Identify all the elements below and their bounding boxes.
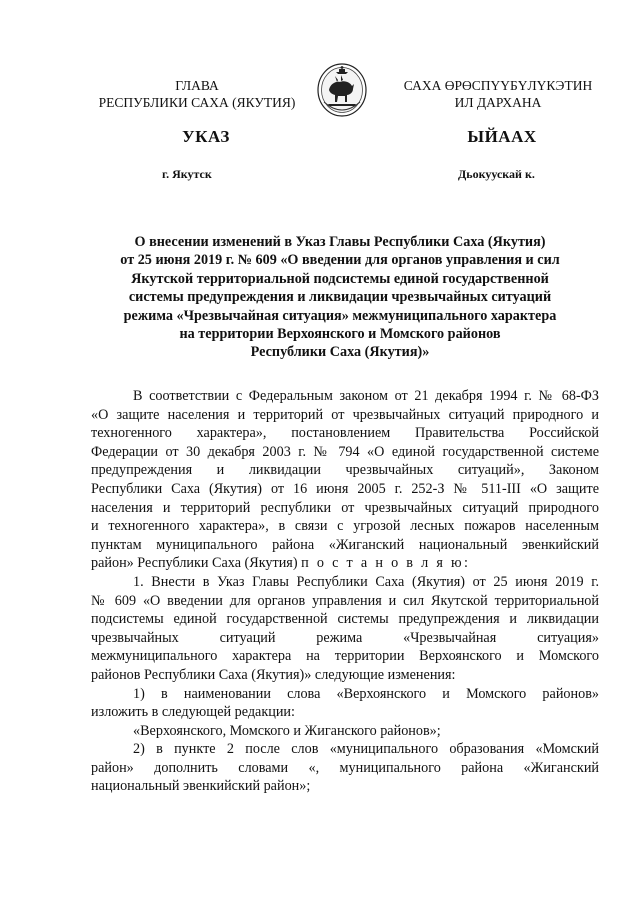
body-line: 2) в пункте 2 после слов «муниципального образования «Момский: [133, 741, 599, 758]
title-line: Якутской территориальной подсистемы единой государственной: [131, 270, 549, 287]
body-line: № 609 «О введении для органов управления и сил Якутской территориальной: [91, 592, 599, 609]
header-left-line2: РЕСПУБЛИКИ САХА (ЯКУТИЯ): [98, 95, 296, 110]
body-line: Республики Саха (Якутия) от 16 июня 2005 г. 252-З № 511-III «О защите: [91, 480, 599, 497]
title-line: режима «Чрезвычайная ситуация» межмуниципального характера: [123, 307, 557, 324]
title-line: О внесении изменений в Указ Главы Республики Саха (Якутия): [134, 234, 546, 250]
header-left: [82, 77, 312, 111]
body-line: В соответствии с Федеральным законом от 21 декабря 1994 г. № 68-ФЗ: [133, 388, 599, 404]
body-line: подсистемы единой государственной системы предупреждения и ликвидации: [91, 611, 599, 628]
title-line: Республики Саха (Якутия)»: [250, 344, 430, 361]
body-line: и техногенного характера», в связи с угрозой лесных пожаров населенным: [91, 518, 599, 535]
body-line: изложить в следующей редакции:: [91, 704, 295, 721]
header-right-line2: ИЛ ДАРХАНА: [454, 95, 542, 110]
body-line: техногенного характера», постановлением Правительства Российской: [91, 425, 599, 442]
body-line: [91, 554, 599, 573]
body-line: межмуниципального характера на территории Верхоянского и Момского: [91, 648, 599, 665]
body-line: чрезвычайных ситуаций режима «Чрезвычайная ситуация»: [91, 629, 599, 646]
title-line: на территории Верхоянского и Момского районов: [179, 326, 501, 343]
title-line: системы предупреждения и ликвидации чрезвычайных ситуаций: [128, 289, 552, 306]
body-line: пунктам муниципального района «Жиганский национальный эвенкийский: [91, 536, 599, 553]
decree-title-right: ЫЙААХ: [467, 127, 537, 146]
body-line: «О защите населения и территорий от чрезвычайных ситуаций природного и: [91, 406, 599, 423]
header-left-line1: ГЛАВА: [175, 78, 219, 93]
body-line: районов Республики Саха (Якутия)» следующие изменения:: [91, 666, 456, 683]
body-line: Федерации от 30 декабря 2003 г. № 794 «О единой государственной системе: [91, 443, 599, 460]
body-line: «Верхоянского, Момского и Жиганского районов»;: [133, 722, 441, 739]
body-line: 1. Внести в Указ Главы Республики Саха (Якутия) от 25 июня 2019 г.: [133, 573, 599, 590]
header-right-line1: САХА ӨРӨСПҮҮБҮЛҮКЭТИН: [403, 78, 593, 93]
body-line: национальный эвенкийский район»;: [91, 778, 311, 795]
body-line: населения и территорий республики от чрезвычайных ситуаций природного: [91, 499, 599, 516]
resolve-word: п о с т а н о в л я ю:: [301, 555, 471, 572]
body-line: район» дополнить словами «, муниципального района «Жиганский: [91, 759, 599, 776]
city-right: Дьокуускай к.: [458, 167, 535, 181]
decree-title-left: УКАЗ: [182, 127, 230, 146]
city-left: г. Якутск: [162, 167, 212, 181]
body-line-text: район» Республики Саха (Якутия): [91, 555, 298, 572]
body-line: предупреждения и ликвидации чрезвычайных ситуаций», Законом: [91, 462, 599, 479]
body-line: 1) в наименовании слова «Верхоянского и Момского районов»: [133, 685, 599, 702]
document-body: [91, 387, 599, 796]
header-right: [378, 77, 618, 111]
coat-of-arms-icon: [316, 60, 368, 118]
document-title: [80, 233, 600, 362]
title-line: от 25 июня 2019 г. № 609 «О введении для органов управления и сил: [120, 252, 560, 269]
